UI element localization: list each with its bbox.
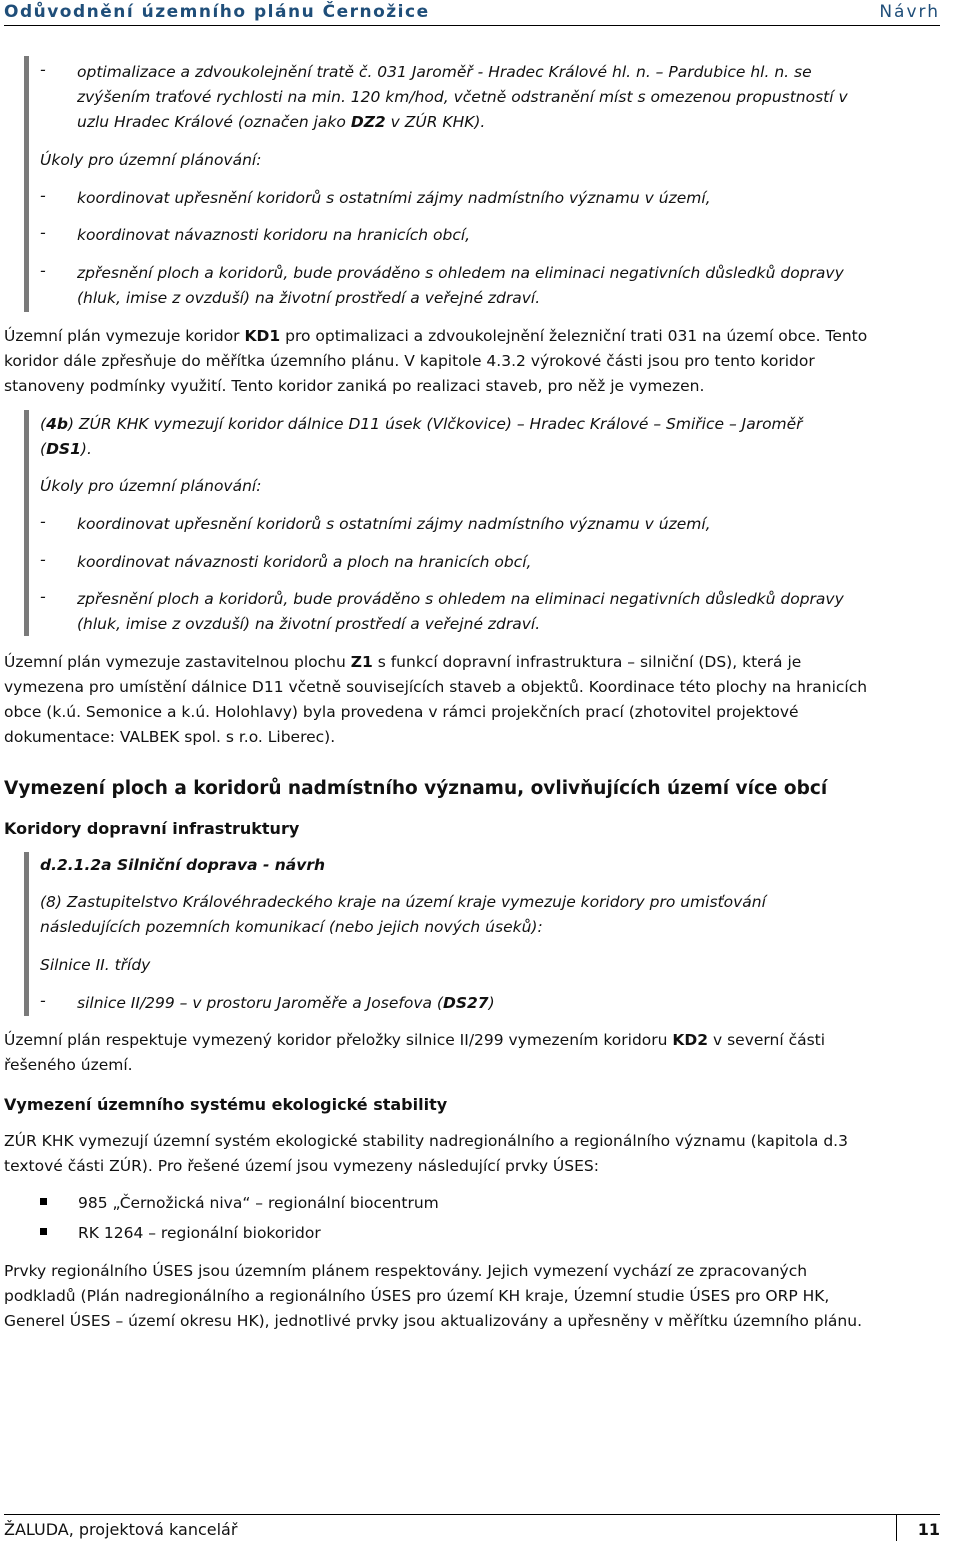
quote-list-item: (hluk, imise z ovzduší) na životní prostředí a veřejné zdraví.: [77, 615, 541, 633]
footer-company: ŽALUDA, projektová kancelář: [4, 1520, 238, 1539]
list-item: 985 „Černožická niva“ – regionální biocentrum: [78, 1194, 439, 1212]
quote-block-3: [24, 852, 29, 1016]
quote-subheading: Úkoly pro územní plánování:: [40, 151, 262, 169]
quote-list-item: koordinovat návaznosti koridoru na hranicích obcí,: [77, 226, 471, 244]
list-dash: -: [40, 512, 46, 531]
list-dash: -: [40, 186, 46, 205]
paragraph-text: Generel ÚSES – území okresu HK), jednotlivé prvky jsou aktualizovány a upřesněny v měřítku územního plánu.: [4, 1312, 863, 1330]
paragraph-text: textové části ZÚR). Pro řešené území jsou vymezeny následující prvky ÚSES:: [4, 1157, 599, 1175]
quote-list-item: koordinovat návaznosti koridorů a ploch na hranicích obcí,: [77, 553, 532, 571]
paragraph-text: řešeného území.: [4, 1056, 133, 1074]
list-dash: -: [40, 223, 46, 242]
corridor-code: KD2: [672, 1031, 709, 1049]
corridor-code: DS1: [46, 440, 81, 458]
list-dash: -: [40, 587, 46, 606]
quote-block-1: [24, 56, 29, 312]
page-header: [4, 0, 940, 26]
quote-text: (8) Zastupitelstvo Královéhradeckého kraje na území kraje vymezuje koridory pro umisťování: [40, 893, 766, 911]
quote-text: (DS1).: [40, 440, 92, 458]
paragraph-text: ZÚR KHK vymezují územní systém ekologické stability nadregionálního a regionálního významu (kapitola d.3: [4, 1132, 848, 1150]
paragraph-text: obce (k.ú. Semonice a k.ú. Holohlavy) byla provedena v rámci projekčních prací (zhotovitel projektové: [4, 703, 799, 721]
section-heading: Vymezení ploch a koridorů nadmístního významu, ovlivňujících území více obcí: [4, 778, 828, 799]
document-status: Návrh: [879, 2, 940, 22]
page-footer: [4, 1514, 940, 1540]
quote-text: následujících pozemních komunikací (nebo jejich nových úseků):: [40, 918, 543, 936]
bullet-square-icon: [40, 1228, 47, 1235]
paragraph-text: Územní plán respektuje vymezený koridor přeložky silnice II/299 vymezením koridoru KD2 v severní části: [4, 1031, 826, 1049]
quote-text: uzlu Hradec Králové (označen jako DZ2 v ZÚR KHK).: [77, 113, 486, 131]
item-code: 4b: [46, 415, 68, 433]
list-item: RK 1264 – regionální biokoridor: [78, 1224, 321, 1242]
corridor-code: KD1: [244, 327, 281, 345]
paragraph-text: koridor dále zpřesňuje do měřítka územního plánu. V kapitole 4.3.2 výrokové části jsou pro tento koridor: [4, 352, 815, 370]
subsection-heading: Koridory dopravní infrastruktury: [4, 819, 300, 838]
list-dash: -: [40, 261, 46, 280]
paragraph-text: Územní plán vymezuje zastavitelnou plochu Z1 s funkcí dopravní infrastruktura – silniční (DS), která je: [4, 653, 802, 671]
corridor-code: DS27: [442, 994, 489, 1012]
subsection-heading: Vymezení územního systému ekologické stability: [4, 1095, 448, 1114]
quote-list-item: silnice II/299 – v prostoru Jaroměře a Josefova (DS27): [77, 994, 495, 1012]
quote-text: optimalizace a zdvoukolejnění tratě č. 031 Jaroměř - Hradec Králové hl. n. – Pardubice hl. n. se: [77, 63, 812, 81]
document-title: Odůvodnění územního plánu Černožice: [4, 2, 430, 22]
quote-list-item: (hluk, imise z ovzduší) na životní prostředí a veřejné zdraví.: [77, 289, 541, 307]
page-number: 11: [917, 1520, 940, 1539]
area-code: Z1: [350, 653, 373, 671]
quote-list-item: koordinovat upřesnění koridorů s ostatními zájmy nadmístního významu v území,: [77, 189, 711, 207]
paragraph-text: Územní plán vymezuje koridor KD1 pro optimalizaci a zdvoukolejnění železniční trati 031 na území obce. Tento: [4, 327, 868, 345]
quote-block-2: [24, 410, 29, 636]
paragraph-text: Prvky regionálního ÚSES jsou územním plánem respektovány. Jejich vymezení vychází ze zpracovaných: [4, 1262, 808, 1280]
quote-text: (4b) ZÚR KHK vymezují koridor dálnice D11 úsek (Vlčkovice) – Hradec Králové – Smiřice – Jaroměř: [40, 415, 803, 433]
paragraph-text: stanoveny podmínky využití. Tento koridor zaniká po realizaci staveb, pro něž je vymezen.: [4, 377, 705, 395]
quote-subheading: Úkoly pro územní plánování:: [40, 477, 262, 495]
quote-list-item: koordinovat upřesnění koridorů s ostatními zájmy nadmístního významu v území,: [77, 515, 711, 533]
corridor-code: DZ2: [350, 113, 386, 131]
paragraph-text: dokumentace: VALBEK spol. s r.o. Liberec).: [4, 728, 336, 746]
list-dash: -: [40, 991, 46, 1010]
quote-list-item: zpřesnění ploch a koridorů, bude prováděno s ohledem na eliminaci negativních důsledků dopravy: [77, 264, 844, 282]
quote-subheading: Silnice II. třídy: [40, 956, 151, 974]
page-number-box: [896, 1515, 940, 1541]
list-dash: -: [40, 550, 46, 569]
quote-heading: d.2.1.2a Silniční doprava - návrh: [40, 856, 326, 874]
list-dash: -: [40, 60, 46, 79]
paragraph-text: vymezena pro umístění dálnice D11 včetně souvisejících staveb a objektů. Koordinace této plochy na hranicích: [4, 678, 868, 696]
quote-list-item: zpřesnění ploch a koridorů, bude prováděno s ohledem na eliminaci negativních důsledků dopravy: [77, 590, 844, 608]
quote-text: zvýšením traťové rychlosti na min. 120 km/hod, včetně odstranění míst s omezenou propustností v: [77, 88, 848, 106]
bullet-square-icon: [40, 1198, 47, 1205]
paragraph-text: podkladů (Plán nadregionálního a regionálního ÚSES pro území KH kraje, Územní studie ÚSES pro ORP HK,: [4, 1287, 830, 1305]
